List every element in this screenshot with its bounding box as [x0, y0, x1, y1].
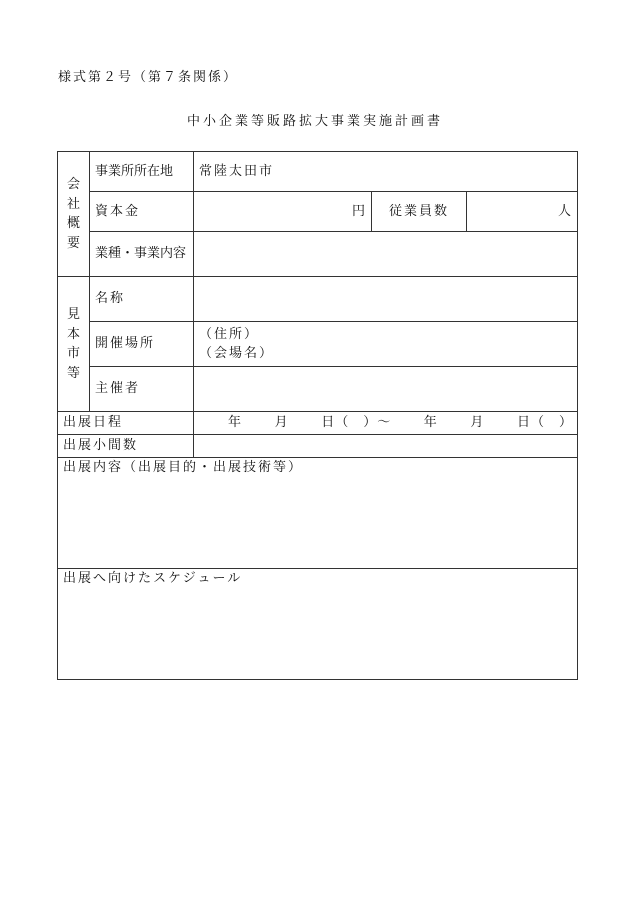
capital-field[interactable]: 円	[194, 192, 372, 232]
trade-show-section-label: 見 本 市 等	[58, 277, 90, 412]
booth-count-field[interactable]	[194, 435, 578, 458]
company-overview-section-label: 会 社 概 要	[58, 152, 90, 277]
location-label: 事業所所在地	[90, 152, 194, 192]
venue-label: 開催場所	[90, 322, 194, 367]
exhibition-name-field[interactable]	[194, 277, 578, 322]
row-location	[58, 152, 578, 192]
row-plan	[58, 569, 578, 680]
row-capital	[58, 192, 578, 232]
end-day-label: 日（ ）	[516, 415, 573, 431]
row-organizer	[58, 367, 578, 412]
plan-form-table	[57, 151, 578, 680]
business-label: 業種・事業内容	[90, 232, 194, 277]
end-year-label: 年	[423, 415, 438, 431]
row-exhibition-name	[58, 277, 578, 322]
start-day-label: 日（ ）～	[321, 415, 392, 431]
form-number-label: 様式第２号（第７条関係）	[58, 70, 239, 85]
exhibit-schedule-field[interactable]	[58, 569, 578, 680]
organizer-label: 主催者	[90, 367, 194, 412]
location-field[interactable]: 常陸太田市	[194, 152, 578, 192]
venue-hall-label: （会場名）	[199, 346, 275, 361]
start-year-label: 年	[228, 415, 243, 431]
document-title: 中小企業等販路拡大事業実施計画書	[186, 114, 443, 129]
row-business	[58, 232, 578, 277]
employees-label: 従業員数	[372, 192, 467, 232]
row-content	[58, 458, 578, 569]
venue-field[interactable]	[194, 322, 578, 367]
exhibit-content-field[interactable]	[58, 458, 578, 569]
capital-label: 資本金	[90, 192, 194, 232]
exhibit-content-label: 出展内容（出展目的・出展技術等）	[63, 460, 304, 475]
row-venue	[58, 322, 578, 367]
booth-count-label: 出展小間数	[58, 435, 194, 458]
schedule-date-range	[194, 413, 577, 433]
schedule-field[interactable]	[194, 412, 578, 435]
employees-field[interactable]: 人	[467, 192, 578, 232]
venue-address-label: （住所）	[199, 326, 260, 342]
row-schedule	[58, 412, 578, 435]
end-month-label: 月	[470, 415, 485, 431]
start-month-label: 月	[274, 415, 289, 431]
exhibition-name-label: 名称	[90, 277, 194, 322]
organizer-field[interactable]	[194, 367, 578, 412]
schedule-label: 出展日程	[58, 412, 194, 435]
exhibit-schedule-label: 出展へ向けたスケジュール	[63, 571, 243, 586]
row-booths	[58, 435, 578, 458]
business-field[interactable]	[194, 232, 578, 277]
